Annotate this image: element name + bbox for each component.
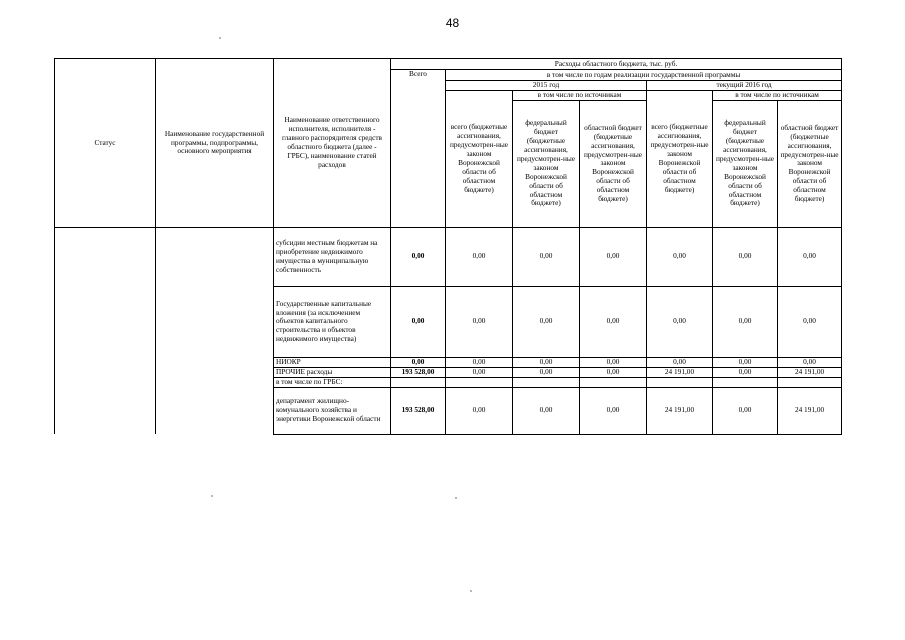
row-total: 0,00 [391,227,446,286]
scan-speck [219,37,221,39]
row-value: 0,00 [446,357,513,367]
row-value: 0,00 [580,286,647,357]
row-value [778,377,842,387]
status-header: Статус [55,59,156,228]
row-value: 0,00 [580,227,647,286]
row-value: 0,00 [713,286,778,357]
row-value [446,377,513,387]
total-2016-header: всего (бюджетные ассигнования, предусмотрен-ные законом Воронежской области об областном бюджете) [647,91,713,228]
program-cell [156,227,274,434]
row-value: 0,00 [513,367,580,377]
budget-table [54,58,842,435]
row-value: 0,00 [446,387,513,434]
row-label: в том числе по ГРБС: [274,377,391,387]
row-value: 0,00 [778,286,842,357]
row-value: 0,00 [778,227,842,286]
row-total: 0,00 [391,286,446,357]
row-value: 0,00 [580,357,647,367]
table-row [55,227,842,286]
sources-2016-header: в том числе по источникам [713,91,842,101]
row-value: 0,00 [713,357,778,367]
row-value: 0,00 [647,286,713,357]
row-value: 0,00 [446,367,513,377]
status-cell [55,227,156,434]
year-2016-header: текущий 2016 год [647,81,842,91]
scan-speck [455,497,457,499]
row-label: Государственные капитальные вложения (за исключением объектов капитального строительства и объектов недвижимого имущества) [274,286,391,357]
row-value: 0,00 [446,227,513,286]
row-value: 0,00 [713,227,778,286]
scan-speck [470,590,472,592]
federal-2015-header: федеральный бюджет (бюджетные ассигнования, предусмотрен-ные законом Воронежской области об областном бюджете) [513,100,580,227]
row-value: 24 191,00 [778,387,842,434]
program-name-header: Наименование государственной программы, подпрограммы, основного мероприятия [156,59,274,228]
row-value [647,377,713,387]
row-value [713,377,778,387]
regional-2015-header: областной бюджет (бюджетные ассигнования, предусмотрен-ные законом Воронежской области об областном бюджете) [580,100,647,227]
row-label: субсидии местным бюджетам на приобретение недвижимого имущества в муниципальную собственность [274,227,391,286]
expenses-title-header: Расходы областного бюджета, тыс. руб. [391,59,842,70]
regional-2016-header: областной бюджет (бюджетные ассигнования, предусмотрен-ные законом Воронежской области об областном бюджете) [778,100,842,227]
row-value: 0,00 [513,227,580,286]
row-value: 0,00 [580,367,647,377]
page-number: 48 [445,16,460,30]
row-value: 0,00 [446,286,513,357]
total-header: Всего [391,70,446,228]
row-value: 0,00 [713,367,778,377]
by-years-header: в том числе по годам реализации государственной программы [446,70,842,81]
header-row-1 [55,59,842,70]
total-2015-header: всего (бюджетные ассигнования, предусмотрен-ные законом Воронежской области об областном бюджете) [446,91,513,228]
row-value [513,377,580,387]
row-value: 24 191,00 [778,367,842,377]
row-value: 0,00 [580,387,647,434]
executor-name-header: Наименование ответственного исполнителя, исполнителя - главного распорядителя средств областного бюджета (далее - ГРБС), наименование статей расходов [274,59,391,228]
row-total: 193 528,00 [391,367,446,377]
row-value: 0,00 [513,357,580,367]
scan-speck [211,495,213,497]
row-total [391,377,446,387]
row-value: 0,00 [513,387,580,434]
row-label: департамент жилищно-комунального хозяйства и энергетики Воронежской области [274,387,391,434]
row-label: ПРОЧИЕ расходы [274,367,391,377]
row-value: 0,00 [778,357,842,367]
row-label: НИОКР [274,357,391,367]
row-value [580,377,647,387]
year-2015-header: 2015 год [446,81,647,91]
row-value: 24 191,00 [647,367,713,377]
row-value: 0,00 [647,227,713,286]
row-value: 0,00 [513,286,580,357]
row-total: 0,00 [391,357,446,367]
sources-2015-header: в том числе по источникам [513,91,647,101]
row-value: 0,00 [647,357,713,367]
row-value: 0,00 [713,387,778,434]
row-total: 193 528,00 [391,387,446,434]
row-value: 24 191,00 [647,387,713,434]
federal-2016-header: федеральный бюджет (бюджетные ассигнования, предусмотрен-ные законом Воронежской области об областном бюджете) [713,100,778,227]
